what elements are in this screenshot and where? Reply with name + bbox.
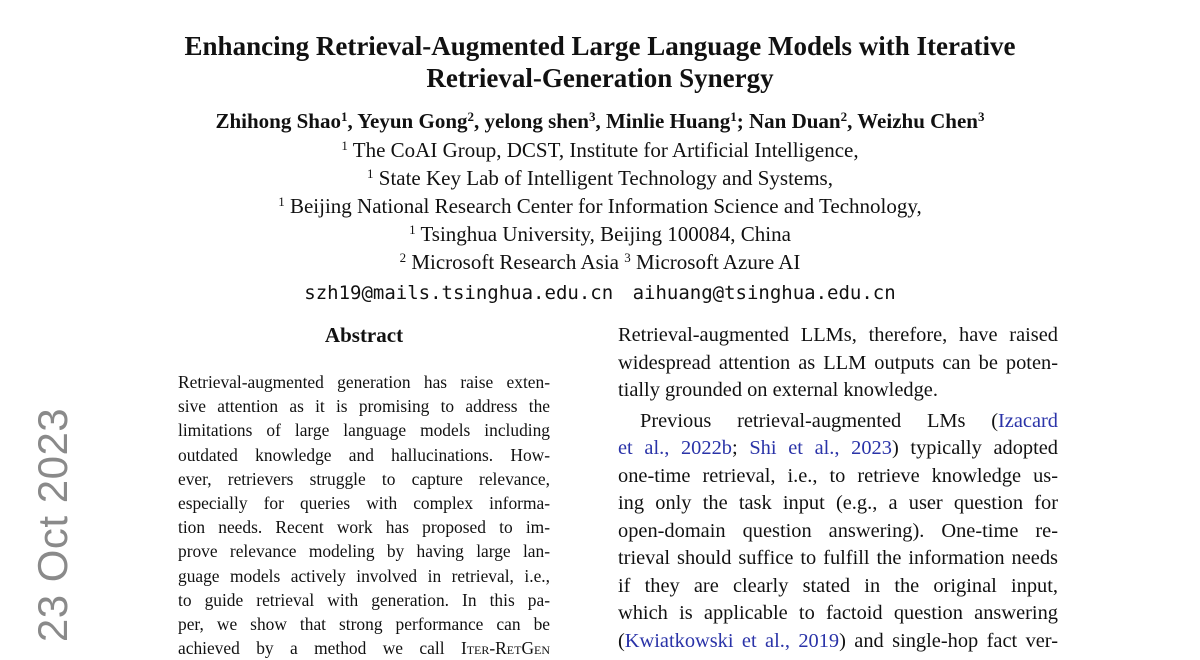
abstract-line: especially for queries with complex informa-	[178, 493, 550, 514]
body-line: et al., 2022b; Shi et al., 2023) typically adopted	[618, 437, 1058, 459]
abstract-line: per, we show that strong performance can be	[178, 614, 550, 635]
body-line: Previous retrieval-augmented LMs (Izacard	[640, 409, 1058, 432]
affiliation-line: $^2$ Microsoft Research Asia $^3$ Microsoft Azure AI	[399, 250, 801, 274]
author: yelong shen$^3$,	[484, 109, 606, 133]
title-line-1: Enhancing Retrieval-Augmented Large Language Models with Iterative	[184, 31, 1016, 61]
arxiv-date-stamp: 23 Oct 2023	[29, 407, 76, 643]
body-text-column	[618, 322, 1058, 655]
citation-link[interactable]: Izacard	[998, 409, 1058, 432]
body-line: ing only the task input (e.g., a user question for	[618, 492, 1058, 514]
affiliation-line: $^1$ State Key Lab of Intelligent Technology and Systems,	[367, 166, 833, 190]
abstract-line: outdated knowledge and hallucinations. How-	[178, 444, 550, 465]
abstract-text	[178, 370, 550, 660]
email-link[interactable]: szh19@mails.tsinghua.edu.cn	[304, 282, 614, 304]
affiliation-line: $^1$ Tsinghua University, Beijing 100084, China	[409, 222, 791, 246]
citation-link[interactable]: et al., 2022b	[618, 437, 732, 459]
abstract-line: ever, retrievers struggle to capture relevance,	[178, 468, 550, 489]
author-emails	[0, 279, 1200, 307]
body-line: if they are clearly stated in the original input,	[618, 574, 1058, 597]
abstract-line: Retrieval-augmented generation has raise exten-	[178, 372, 550, 392]
body-line: tially grounded on external knowledge.	[618, 379, 938, 401]
abstract-heading: Abstract	[324, 323, 404, 347]
body-line: (Kwiatkowski et al., 2019) and single-hop fact ver-	[618, 629, 1058, 652]
body-line: which is applicable to factoid question answering	[618, 602, 1058, 624]
abstract-line: limitations of large language models including	[178, 420, 550, 441]
body-line: open-domain question answering). One-time re-	[618, 519, 1058, 542]
body-line: Retrieval-augmented LLMs, therefore, have raised	[618, 324, 1058, 346]
body-line: trieval should suffice to fulfill the information needs	[618, 547, 1058, 569]
affiliation-line: $^1$ The CoAI Group, DCST, Institute for Artificial Intelligence,	[341, 138, 859, 162]
email-link[interactable]: aihuang@tsinghua.edu.cn	[632, 282, 896, 304]
author: Weizhu Chen$^3$	[857, 109, 985, 133]
abstract-line: achieved by a method we call Iter-RetGen	[178, 638, 550, 659]
abstract-line: prove relevance modeling by having large lan-	[178, 541, 550, 562]
author: Minlie Huang$^1$;	[605, 109, 749, 133]
affiliation-line: $^1$ Beijing National Research Center for Information Science and Technology,	[278, 194, 922, 218]
method-name: Iter-RetGen	[460, 638, 550, 659]
title-line-2: Retrieval-Generation Synergy	[426, 63, 774, 93]
citation-link[interactable]: Kwiatkowski et al., 2019	[624, 629, 840, 652]
abstract-line: sive attention as it is promising to address the	[178, 396, 550, 417]
abstract-line: guage models actively involved in retrieval, i.e.,	[178, 565, 550, 586]
affiliations	[0, 136, 1200, 276]
author: Nan Duan$^2$,	[748, 109, 858, 133]
abstract-line: tion needs. Recent work has proposed to im-	[178, 517, 550, 538]
citation-link[interactable]: Shi et al., 2023	[749, 437, 892, 459]
body-line: widespread attention as LLM outputs can be poten-	[618, 351, 1058, 374]
author-list	[0, 107, 1200, 135]
author: Zhihong Shao$^1$,	[215, 109, 358, 133]
abstract-line: to guide retrieval with generation. In this pa-	[178, 589, 550, 610]
author: Yeyun Gong$^2$,	[357, 109, 485, 133]
paper-title	[0, 30, 1200, 94]
body-line: one-time retrieval, i.e., to retrieve knowledge us-	[618, 464, 1058, 487]
